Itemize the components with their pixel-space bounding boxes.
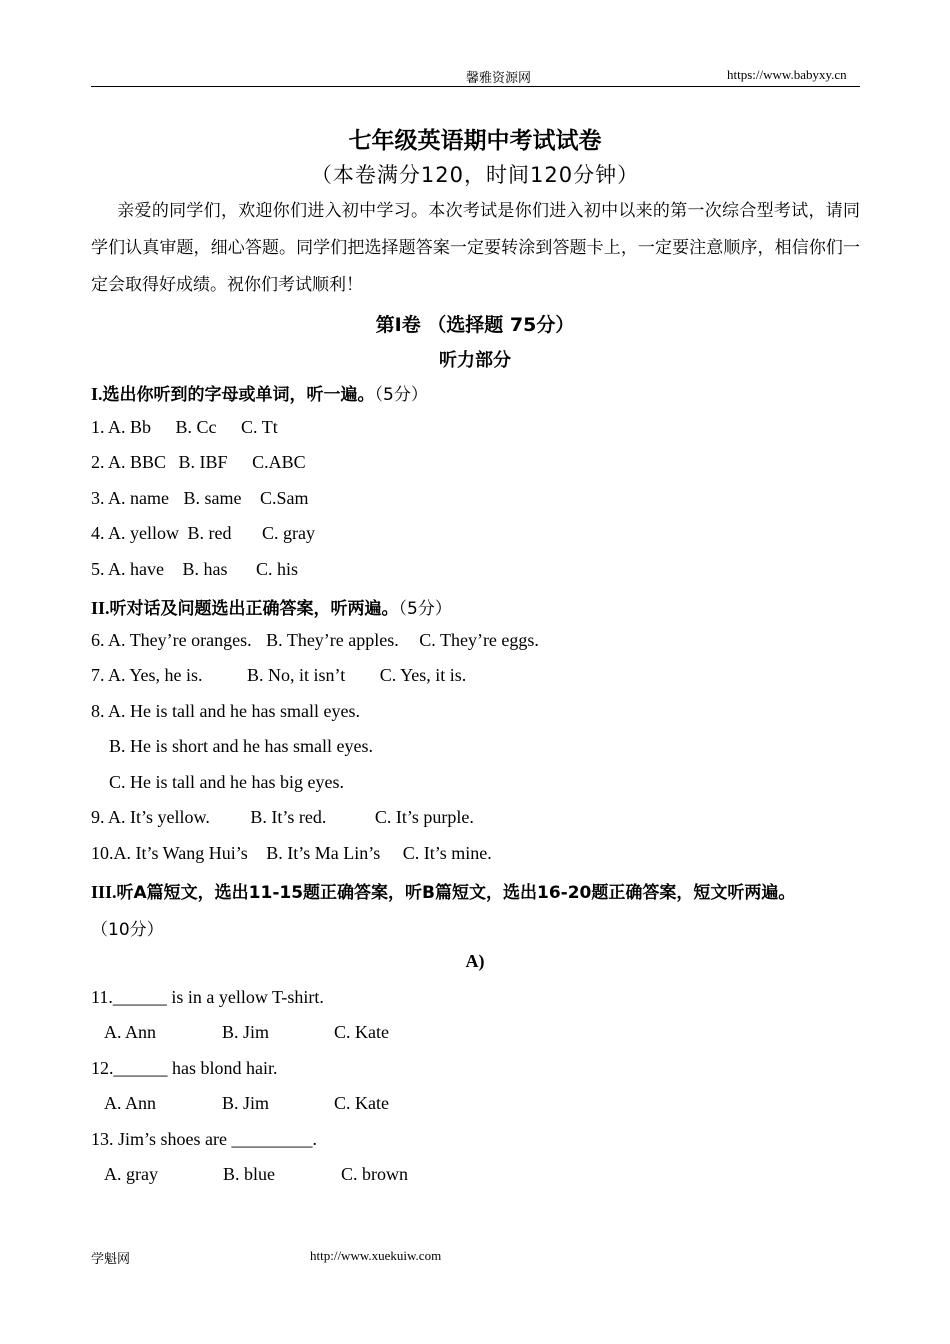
part-a-label: A) — [465, 951, 485, 971]
section3-title: 听A篇短文，选出11-15题正确答案，听B篇短文，选出16-20题正确答案，短文听两遍。 — [116, 883, 796, 903]
q13-options — [104, 1164, 408, 1185]
header-rule — [91, 86, 860, 87]
q12-a: A. Ann — [104, 1093, 157, 1113]
q12-options — [104, 1093, 389, 1114]
question-3 — [91, 488, 309, 509]
header-url: https://www.babyxy.cn — [727, 67, 847, 82]
q4-num: 4. — [91, 523, 105, 543]
q2-c: C.ABC — [252, 452, 306, 472]
q9-a: A. It’s yellow. — [108, 807, 210, 827]
q13-b: B. blue — [223, 1164, 275, 1184]
section2-heading — [91, 594, 452, 619]
q2-b: B. IBF — [178, 452, 228, 472]
q7-b: B. No, it isn’t — [247, 665, 346, 685]
q2-a: A. BBC — [108, 452, 167, 472]
q7-num: 7. — [91, 665, 105, 685]
q5-b: B. has — [182, 559, 228, 579]
q9-num: 9. — [91, 807, 105, 827]
q5-num: 5. — [91, 559, 105, 579]
q10-a: A. It’s Wang Hui’s — [113, 843, 248, 863]
section1-score: （5分） — [374, 385, 428, 405]
footer-url: http://www.xuekuiw.com — [310, 1248, 442, 1263]
q1-num: 1. — [91, 417, 105, 437]
listening-title: 听力部分 — [439, 350, 511, 371]
q12-stem: 12.______ has blond hair. — [91, 1058, 278, 1078]
question-4 — [91, 523, 315, 544]
question-1 — [91, 417, 278, 438]
section2-score: （5分） — [398, 599, 452, 619]
q10-b: B. It’s Ma Lin’s — [266, 843, 381, 863]
q4-b: B. red — [187, 523, 232, 543]
q11-c: C. Kate — [334, 1022, 389, 1042]
q7-a: A. Yes, he is. — [108, 665, 203, 685]
q13-c: C. brown — [341, 1164, 408, 1184]
question-7 — [91, 665, 466, 686]
page-title: 七年级英语期中考试试卷 — [348, 128, 602, 154]
section3-score: （10分） — [91, 920, 164, 940]
q11-a: A. Ann — [104, 1022, 157, 1042]
q10-num: 10. — [91, 843, 114, 863]
q8-num: 8. — [91, 701, 105, 721]
section3-heading — [91, 878, 795, 903]
q3-a: A. name — [108, 488, 169, 508]
question-8 — [91, 701, 360, 722]
intro-paragraph — [91, 193, 860, 304]
q6-num: 6. — [91, 630, 105, 650]
q12-c: C. Kate — [334, 1093, 389, 1113]
q13-a: A. gray — [104, 1164, 158, 1184]
q12-b: B. Jim — [222, 1093, 270, 1113]
question-6 — [91, 630, 539, 651]
q8-b: B. He is short and he has small eyes. — [109, 736, 373, 756]
q3-num: 3. — [91, 488, 105, 508]
q8-a: A. He is tall and he has small eyes. — [108, 701, 360, 721]
q3-c: C.Sam — [260, 488, 309, 508]
q11-options — [104, 1022, 389, 1043]
section1-title: 选出你听到的字母或单词，听一遍。 — [102, 385, 375, 405]
section1-heading — [91, 380, 428, 405]
q13-stem: 13. Jim’s shoes are _________. — [91, 1129, 317, 1149]
question-2 — [91, 452, 306, 473]
q11-b: B. Jim — [222, 1022, 270, 1042]
q1-a: A. Bb — [108, 417, 152, 437]
q6-b: B. They’re apples. — [266, 630, 399, 650]
volume-title: 第Ⅰ卷 （选择题 75分） — [375, 314, 575, 336]
q4-c: C. gray — [262, 523, 316, 543]
section1-prefix: I. — [91, 384, 103, 404]
q9-c: C. It’s purple. — [374, 807, 474, 827]
q1-c: C. Tt — [241, 417, 278, 437]
question-10 — [91, 843, 492, 864]
q6-a: A. They’re oranges. — [108, 630, 252, 650]
q5-c: C. his — [256, 559, 299, 579]
section2-prefix: II. — [91, 598, 110, 618]
q5-a: A. have — [108, 559, 164, 579]
footer-site-name: 学魁网 — [91, 1251, 131, 1266]
q4-a: A. yellow — [108, 523, 180, 543]
q9-b: B. It’s red. — [250, 807, 327, 827]
q2-num: 2. — [91, 452, 105, 472]
q6-c: C. They’re eggs. — [419, 630, 539, 650]
section2-title: 听对话及问题选出正确答案，听两遍。 — [109, 599, 399, 619]
q7-c: C. Yes, it is. — [379, 665, 467, 685]
question-5 — [91, 559, 298, 580]
question-9 — [91, 807, 474, 828]
q3-b: B. same — [183, 488, 242, 508]
q10-c: C. It’s mine. — [402, 843, 492, 863]
section3-prefix: III. — [91, 882, 117, 902]
intro-text: 亲爱的同学们，欢迎你们进入初中学习。本次考试是你们进入初中以来的第一次综合型考试，请同学们认真审题，细心答题。同学们把选择题答案一定要转涂到答题卡上，一定要注意顺序，相信你们一定会取得好成绩。祝你们考试顺利！ — [91, 201, 860, 295]
header-site-name: 馨雅资源网 — [466, 70, 532, 85]
q8-c: C. He is tall and he has big eyes. — [109, 772, 344, 792]
q1-b: B. Cc — [175, 417, 217, 437]
q11-stem: 11.______ is in a yellow T-shirt. — [91, 987, 324, 1007]
page-subtitle: （本卷满分120，时间120分钟） — [310, 163, 640, 187]
